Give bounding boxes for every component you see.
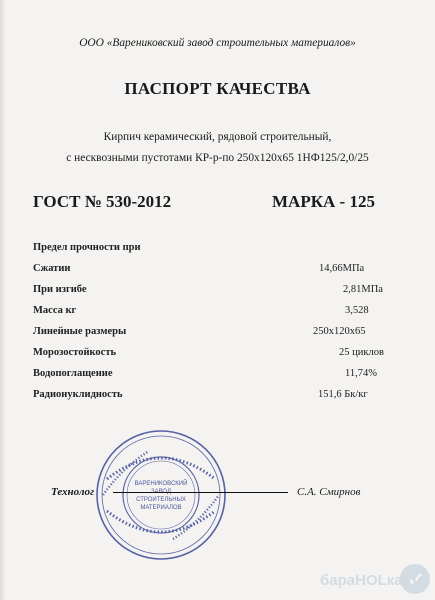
product-description: [0, 127, 435, 169]
property-label: Радионуклидность: [33, 389, 123, 400]
site-watermark: [318, 558, 433, 598]
gost-number: ГОСТ № 530-2012: [33, 192, 172, 211]
property-value: 151,6 Бк/кг: [318, 389, 368, 400]
property-value: 3,528: [345, 305, 369, 316]
signature-role: Технолог: [51, 486, 95, 498]
company-name: ООО «Варениковский завод строительных материалов»: [79, 37, 356, 49]
property-value: 2,81МПа: [343, 284, 383, 295]
stamp-center-text: СТРОИТЕЛЬНЫХ: [136, 497, 186, 503]
product-line-2: с несквозными пустотами КР-р-по 250х120х65 1НФ125/2,0/25: [66, 152, 369, 164]
property-value: 250х120х65: [313, 326, 366, 337]
signature-line: [113, 492, 288, 493]
watermark-logo: [318, 558, 433, 598]
property-value: 25 циклов: [339, 347, 384, 358]
company-stamp: [93, 427, 229, 563]
document-title: ПАСПОРТ КАЧЕСТВА: [124, 79, 311, 98]
stamp-graphic: [93, 427, 229, 563]
property-value: 11,74%: [345, 368, 377, 379]
property-label: Морозостойкость: [33, 347, 117, 358]
property-value: 14,66МПа: [319, 263, 365, 274]
property-label: Масса кг: [33, 305, 77, 316]
property-label: Сжатии: [33, 263, 71, 274]
brick-grade: МАРКА - 125: [272, 192, 375, 211]
product-line-1: Кирпич керамический, рядовой строительный,: [103, 131, 332, 143]
property-label: При изгибе: [33, 284, 87, 295]
property-label: Водопоглащение: [33, 368, 113, 379]
stamp-center-text: ВАРЕНИКОВСКИЙ: [134, 481, 188, 487]
stamp-center-text: МАТЕРИАЛОВ: [140, 505, 182, 511]
watermark-text: бараHOLка.ru: [320, 572, 422, 589]
signature-name: С.А. Смирнов: [297, 486, 361, 498]
property-label: Линейные размеры: [33, 326, 127, 337]
property-label: Предел прочности при: [33, 242, 141, 253]
